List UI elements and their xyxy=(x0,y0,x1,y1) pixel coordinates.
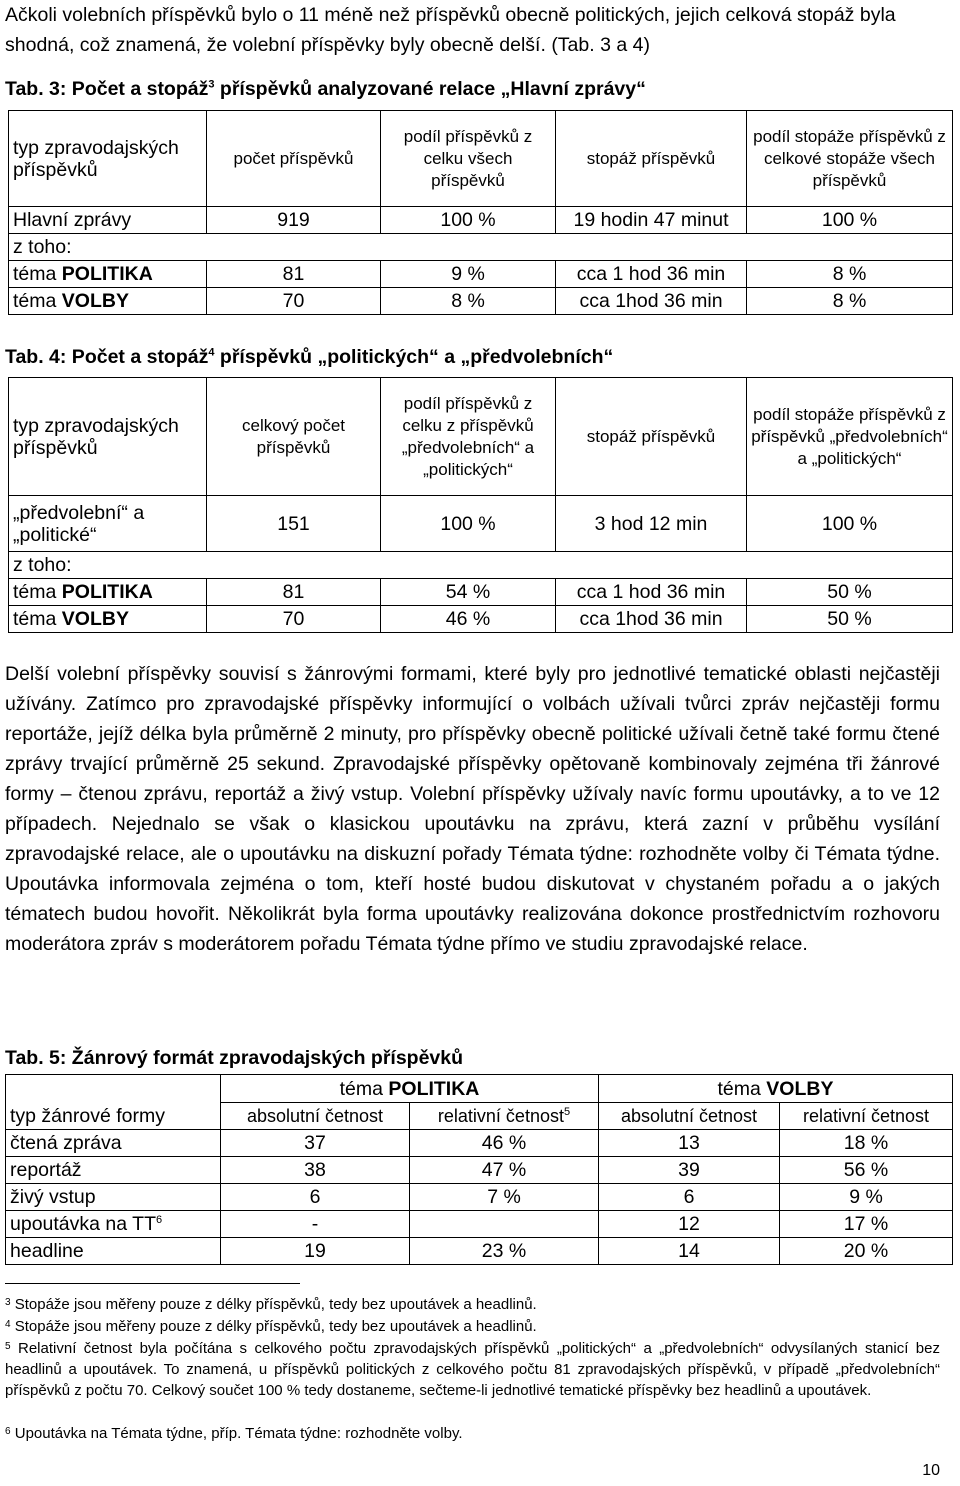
table3-header-duration-share: podíl stopáže příspěvků z celkové stopáže všech příspěvků xyxy=(747,111,953,207)
table-cell: 23 % xyxy=(410,1238,599,1265)
table-row xyxy=(9,207,953,234)
table-row xyxy=(6,1238,953,1265)
table5-row-label: živý vstup xyxy=(6,1184,221,1211)
table3-header-count: počet příspěvků xyxy=(207,111,381,207)
table3-total-share: 100 % xyxy=(381,207,556,234)
table-cell: 81 xyxy=(207,261,381,288)
table3-total-count: 919 xyxy=(207,207,381,234)
table5-row-header: typ žánrové formy xyxy=(6,1103,221,1130)
table5 xyxy=(5,1074,953,1265)
page-number: 10 xyxy=(922,1462,940,1479)
table-row xyxy=(6,1130,953,1157)
table-cell: 56 % xyxy=(780,1157,953,1184)
table5-col-rel-politika: relativní četnost$^5$ xyxy=(410,1103,599,1130)
table-cell: 17 % xyxy=(780,1211,953,1238)
table3 xyxy=(8,110,953,315)
table-cell: - xyxy=(221,1211,410,1238)
table3-caption: Tab. 3: Počet a stopáž$^3$ příspěvků analyzované relace „Hlavní zprávy“ xyxy=(5,78,646,100)
table-row xyxy=(9,579,953,606)
table5-col-abs-politika: absolutní četnost xyxy=(221,1103,410,1130)
table4-header-duration: stopáž příspěvků xyxy=(556,378,747,496)
table4-total-duration: 3 hod 12 min xyxy=(556,496,747,552)
table5-col-rel-volby: relativní četnost xyxy=(780,1103,953,1130)
table-cell: cca 1 hod 36 min xyxy=(556,261,747,288)
table4-header-share: podíl příspěvků z celku z příspěvků „předvolebních“ a „politických“ xyxy=(381,378,556,496)
table4-total-share: 100 % xyxy=(381,496,556,552)
table-row xyxy=(9,261,953,288)
table-row xyxy=(9,552,953,579)
table5-group-volby: téma VOLBY xyxy=(599,1075,953,1103)
table3-header-share: podíl příspěvků z celku všech příspěvků xyxy=(381,111,556,207)
table-cell: 7 % xyxy=(410,1184,599,1211)
table3-row-label: téma POLITIKA xyxy=(9,261,207,288)
table4-row-label: téma POLITIKA xyxy=(9,579,207,606)
table-row xyxy=(9,606,953,633)
table-cell: 8 % xyxy=(381,288,556,315)
table-cell: 20 % xyxy=(780,1238,953,1265)
intro-paragraph: Ačkoli volebních příspěvků bylo o 11 méně než příspěvků obecně politických, jejich celková stopáž byla shodná, což znamená, že volební příspěvky byly obecně delší. (Tab. 3 a 4) xyxy=(5,4,896,56)
table5-caption: Tab. 5: Žánrový formát zpravodajských příspěvků xyxy=(5,1047,464,1069)
footnote-6: $^6$ Upoutávka na Témata týdne, příp. Témata týdne: rozhodněte volby. xyxy=(5,1425,463,1442)
table-row xyxy=(9,234,953,261)
table-cell: 50 % xyxy=(747,579,953,606)
table3-total-duration-share: 100 % xyxy=(747,207,953,234)
table5-row-label: reportáž xyxy=(6,1157,221,1184)
table-cell: 50 % xyxy=(747,606,953,633)
table3-subheader: z toho: xyxy=(9,234,953,261)
table5-row-label: headline xyxy=(6,1238,221,1265)
table-cell: 8 % xyxy=(747,261,953,288)
table-row xyxy=(6,1211,953,1238)
table-row xyxy=(9,288,953,315)
table-cell: 6 xyxy=(221,1184,410,1211)
table-cell: 70 xyxy=(207,288,381,315)
table4-total-duration-share: 100 % xyxy=(747,496,953,552)
table-cell: 47 % xyxy=(410,1157,599,1184)
table4-header-duration-share: podíl stopáže příspěvků z příspěvků „předvolebních“ a „politických“ xyxy=(747,378,953,496)
table-cell: 81 xyxy=(207,579,381,606)
table4-header-type: typ zpravodajských příspěvků xyxy=(9,378,207,496)
table4-total-count: 151 xyxy=(207,496,381,552)
table-cell: 9 % xyxy=(780,1184,953,1211)
table-cell: 39 xyxy=(599,1157,780,1184)
table3-header-duration: stopáž příspěvků xyxy=(556,111,747,207)
table-cell: 6 xyxy=(599,1184,780,1211)
table5-corner xyxy=(6,1075,221,1103)
table5-row-label: čtená zpráva xyxy=(6,1130,221,1157)
table3-header-type: typ zpravodajských příspěvků xyxy=(9,111,207,207)
body-paragraph: Delší volební příspěvky souvisí s žánrovými formami, které byly pro jednotlivé tematické oblasti nejčastěji užívány. Zatímco pro zpravodajské příspěvky informující o volbách užívali tvůrci zpráv nejčastěji formu reportáže, jejíž délka byla průměrně 2 minuty, pro příspěvky obecně politické užívali četně také formu čtené zprávy trvající průměrně 25 sekund. Zpravodajské příspěvky opětovaně kombinovaly zejména tři žánrové formy – čtenou zprávu, reportáž a živý vstup. Volební příspěvky užívaly navíc formu upoutávky, a to ve 12 případech. Nejednalo se však o klasickou upoutávku na zprávu, která zazní v průběhu vysílání zpravodajské relace, ale o upoutávku na diskuzní pořady Témata týdne: rozhodněte volby či Témata týdne. Upoutávka informovala zejména o tom, kteří hosté budou diskutovat v chystaném pořadu a o jakých tématech budou hovořit. Několikrát byla forma upoutávky realizována dokonce prostřednictvím rozhovoru moderátora zpráv s moderátorem pořadu Témata týdne přímo ve studiu zpravodajské relace. xyxy=(5,663,940,955)
table-cell: 54 % xyxy=(381,579,556,606)
table5-col-abs-volby: absolutní četnost xyxy=(599,1103,780,1130)
footnote-4: $^4$ Stopáže jsou měřeny pouze z délky příspěvků, tedy bez upoutávek a headlinů. xyxy=(5,1318,537,1335)
table3-total-label: Hlavní zprávy xyxy=(9,207,207,234)
table-cell: cca 1hod 36 min xyxy=(556,288,747,315)
table-cell: 37 xyxy=(221,1130,410,1157)
table3-row-label: téma VOLBY xyxy=(9,288,207,315)
footnote-5: $^5$ Relativní četnost byla počítána s celkového počtu zpravodajských příspěvků „politických“ a „předvolebních“ odvysílaných stanicí bez headlinů a upoutávek. To znamená, u příspěvků politických z celkového počtu 81 zpravodajských příspěvků, v případě „předvolebních“ příspěvků z počtu 70. Celkový součet 100 % tedy dostaneme, sečteme-li jednotlivé tematické příspěvky bez headlinů a upoutávek. xyxy=(5,1340,940,1399)
table-cell: 13 xyxy=(599,1130,780,1157)
table-cell: 46 % xyxy=(381,606,556,633)
table5-group-politika: téma POLITIKA xyxy=(221,1075,599,1103)
table4-total-label: „předvolební“ a „politické“ xyxy=(9,496,207,552)
table-cell: 12 xyxy=(599,1211,780,1238)
table-cell: cca 1hod 36 min xyxy=(556,606,747,633)
table-cell: 14 xyxy=(599,1238,780,1265)
table-cell xyxy=(410,1211,599,1238)
table-cell: cca 1 hod 36 min xyxy=(556,579,747,606)
table4-row-label: téma VOLBY xyxy=(9,606,207,633)
table4-subheader: z toho: xyxy=(9,552,953,579)
table4-caption: Tab. 4: Počet a stopáž$^4$ příspěvků „politických“ a „předvolebních“ xyxy=(5,346,614,368)
table-row xyxy=(9,496,953,552)
table-cell: 19 xyxy=(221,1238,410,1265)
table-cell: 46 % xyxy=(410,1130,599,1157)
footnote-3: $^3$ Stopáže jsou měřeny pouze z délky příspěvků, tedy bez upoutávek a headlinů. xyxy=(5,1296,537,1313)
table-cell: 8 % xyxy=(747,288,953,315)
table-cell: 18 % xyxy=(780,1130,953,1157)
table-row xyxy=(6,1157,953,1184)
table4-header-count: celkový počet příspěvků xyxy=(207,378,381,496)
table-cell: 38 xyxy=(221,1157,410,1184)
table3-total-duration: 19 hodin 47 minut xyxy=(556,207,747,234)
footnote-divider xyxy=(5,1283,300,1284)
table-cell: 9 % xyxy=(381,261,556,288)
table5-row-label: upoutávka na $TT^6$ xyxy=(6,1211,221,1238)
table4 xyxy=(8,377,953,633)
table-cell: 70 xyxy=(207,606,381,633)
table-row xyxy=(6,1184,953,1211)
